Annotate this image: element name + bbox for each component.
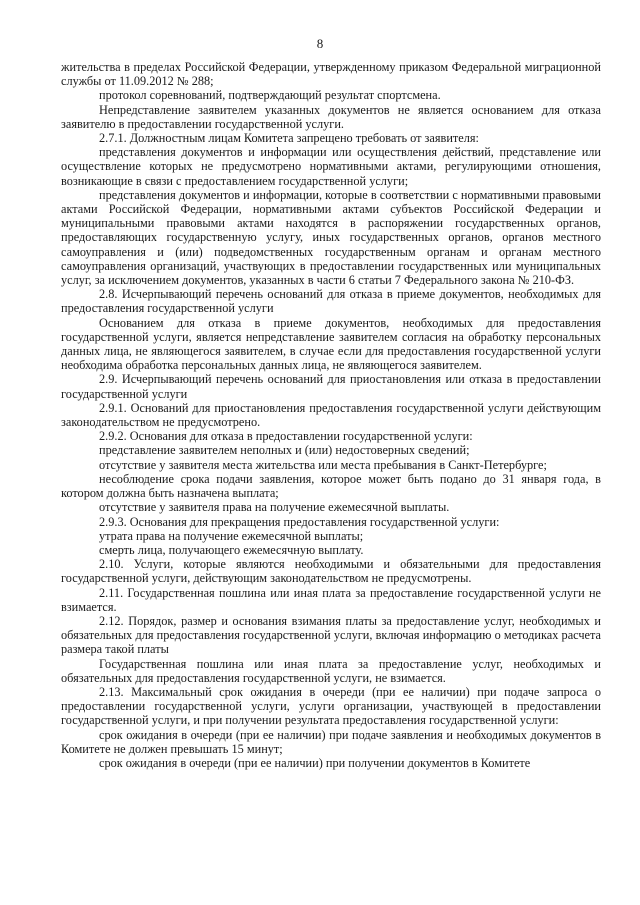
- paragraph: протокол соревнований, подтверждающий результат спортсмена.: [99, 88, 441, 103]
- paragraph: Основанием для отказа в приеме документов, необходимых для предоставления государственной услуги, является непредставление заявителем согласия на обработку персональных данных лица, не являющегося заявителем, в случае если для предоставления государственной услуги необходима обработка персональных данных лица, не являющегося заявителем.: [61, 315, 601, 373]
- paragraph: представление заявителем неполных и (или) недостоверных сведений;: [99, 443, 470, 458]
- paragraph: 2.8. Исчерпывающий перечень оснований для отказа в приеме документов, необходимых для предоставления государственной услуги: [61, 287, 601, 316]
- paragraph: срок ожидания в очереди (при ее наличии) при подаче заявления и необходимых документов в Комитете не должен превышать 15 минут;: [61, 727, 601, 756]
- paragraph: отсутствие у заявителя места жительства или места пребывания в Санкт-Петербурге;: [99, 457, 547, 472]
- paragraph: 2.9.1. Оснований для приостановления предоставления государственной услуги действующим законодательством не предусмотрено.: [61, 400, 601, 430]
- paragraph: Государственная пошлина или иная плата за предоставление услуг, необходимых и обязательных для предоставления государственной услуги, не взимается.: [61, 656, 601, 685]
- paragraph: 2.12. Порядок, размер и основания взимания платы за предоставление услуг, необходимых и обязательных для предоставления государственной услуги, включая информацию о методиках расчета размера такой платы: [61, 613, 601, 657]
- paragraph: смерть лица, получающего ежемесячную выплату.: [99, 542, 364, 557]
- paragraph: отсутствие у заявителя права на получение ежемесячной выплаты.: [99, 500, 450, 515]
- paragraph: 2.13. Максимальный срок ожидания в очереди (при ее наличии) при подаче запроса о предоставлении государственной услуги, услуги организации, участвующей в предоставлении государственной услуги, и при получении результата предоставления государственной услуги:: [61, 684, 601, 728]
- paragraph: срок ожидания в очереди (при ее наличии) при получении документов в Комитете: [99, 755, 531, 770]
- paragraph: 2.9.2. Основания для отказа в предоставлении государственной услуги:: [99, 429, 473, 444]
- paragraph: 2.10. Услуги, которые являются необходимыми и обязательными для предоставления государственной услуги, действующим законодательством не предусмотрены.: [61, 557, 601, 586]
- page-number: 8: [316, 36, 324, 51]
- paragraph: жительства в пределах Российской Федерации, утвержденному приказом Федеральной миграционной службы от 11.09.2012 № 288;: [61, 60, 601, 89]
- paragraph: 2.11. Государственная пошлина или иная плата за предоставление государственной услуги не взимается.: [61, 585, 601, 614]
- document-body: [61, 60, 601, 770]
- paragraph: представления документов и информации, которые в соответствии с нормативными правовыми актами Российской Федерации, нормативными актами субъектов Российской Федерации и муниципальными правовыми актами находятся в распоряжении государственных органов, предоставляющих государственную услугу, иных государственных органов, органов местного самоуправления и (или) подведомственных государственным органам и органам местного самоуправления организаций, участвующих в предоставлении государственных или муниципальных услуг, за исключением документов, указанных в части 6 статьи 7 Федерального закона № 210-ФЗ.: [61, 187, 601, 288]
- paragraph: несоблюдение срока подачи заявления, которое может быть подано до 31 января года, в котором должна быть назначена выплата;: [61, 471, 601, 501]
- paragraph: представления документов и информации или осуществления действий, представление или осуществление которых не предусмотрено нормативными актами, регулирующими отношения, возникающие в связи с предоставлением государственной услуги;: [61, 145, 601, 188]
- paragraph: 2.9.3. Основания для прекращения предоставления государственной услуги:: [99, 514, 500, 529]
- paragraph: утрата права на получение ежемесячной выплаты;: [99, 528, 364, 543]
- paragraph: 2.7.1. Должностным лицам Комитета запрещено требовать от заявителя:: [99, 131, 479, 146]
- paragraph: Непредставление заявителем указанных документов не является основанием для отказа заявителю в предоставлении государственной услуги.: [61, 102, 601, 131]
- paragraph: 2.9. Исчерпывающий перечень оснований для приостановления или отказа в предоставлении государственной услуги: [61, 372, 601, 401]
